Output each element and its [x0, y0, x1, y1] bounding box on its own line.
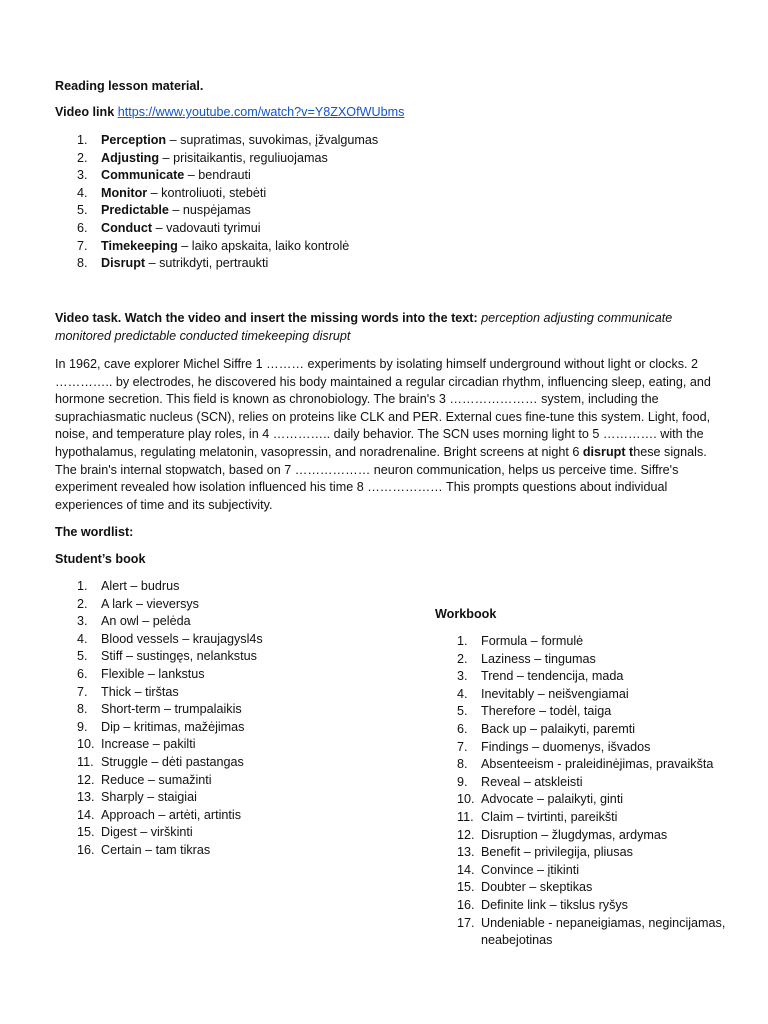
- students-book-item-number: 13.: [77, 790, 95, 805]
- workbook-item: [435, 668, 755, 686]
- students-book-item-text: Approach – artėti, artintis: [101, 807, 242, 822]
- video-link-label: Video link: [55, 105, 118, 119]
- students-book-item-number: 14.: [77, 807, 95, 822]
- workbook-item-number: 7.: [457, 739, 468, 754]
- vocab-item: [55, 167, 475, 185]
- page-title: Reading lesson material.: [55, 79, 204, 93]
- vocab-item-definition: – nuspėjamas: [168, 203, 251, 218]
- vocab-list: [55, 132, 475, 273]
- workbook-item-number: 9.: [457, 774, 468, 789]
- workbook-item: [435, 809, 755, 827]
- students-book-item-number: 10.: [77, 737, 95, 752]
- vocab-item: [55, 202, 475, 220]
- workbook-item-number: 14.: [457, 862, 475, 877]
- workbook-item-text: Reveal – atskleisti: [481, 774, 583, 789]
- vocab-item-term: Timekeeping: [101, 238, 178, 253]
- vocab-item-number: 7.: [77, 238, 88, 253]
- vocab-item-number: 3.: [77, 168, 88, 183]
- workbook-item: [435, 844, 755, 862]
- workbook-list: [435, 633, 755, 950]
- vocab-item-definition: – laiko apskaita, laiko kontrolė: [177, 238, 350, 253]
- workbook-item-number: 3.: [457, 669, 468, 684]
- students-book-item: [55, 578, 385, 596]
- workbook-item: [435, 879, 755, 897]
- vocab-item-term: Predictable: [101, 203, 169, 218]
- workbook-item: [435, 686, 755, 704]
- workbook-item-number: 17.: [457, 915, 475, 930]
- workbook-item-text: Therefore – todėl, taiga: [481, 704, 612, 719]
- vocab-item-number: 2.: [77, 150, 88, 165]
- task-instruction: [55, 310, 735, 345]
- workbook-item-text: Disruption – žlugdymas, ardymas: [481, 827, 668, 842]
- students-book-item-text: Digest – virškinti: [101, 825, 193, 840]
- students-book-item: [55, 824, 385, 842]
- vocab-item-term: Adjusting: [101, 150, 160, 165]
- video-link[interactable]: https://www.youtube.com/watch?v=Y8ZXOfWUbms: [117, 105, 405, 119]
- workbook-item-text: Advocate – palaikyti, ginti: [481, 792, 624, 807]
- vocab-item-number: 1.: [77, 133, 88, 147]
- students-book-item: [55, 789, 385, 807]
- students-book-item-number: 4.: [77, 631, 88, 646]
- video-link-line: [55, 104, 404, 122]
- students-book-item-number: 5.: [77, 649, 88, 664]
- vocab-item: [55, 238, 475, 256]
- students-book-item-text: Thick – tirštas: [101, 684, 179, 699]
- vocab-item-term: Communicate: [101, 168, 185, 183]
- students-book-item: [55, 736, 385, 754]
- cloze-text-part1: In 1962, cave explorer Michel Siffre 1 ……… experiments by isolating himself underground without light or clocks. 2 ………….. by electrodes, he discovered his body maintained a regular circadian rhythm, influencing sleep, eating, and hormone secretion. This field is known as chronobiology. The brain's 3 ………………… system, including the suprachiasmatic nucleus (SCN), relies on proteins like CLK and PER. External cues fine-tune this system. Light, food, noise, and temperature play roles, in 4 ………….. daily behavior. The SCN uses morning light to 5 …………. with the hypothalamus, regulating melatonin, vasopressin, and noradrenaline. Bright screens at night 6: [55, 357, 711, 459]
- students-book-item: [55, 719, 385, 737]
- students-book-item-text: Alert – budrus: [101, 579, 180, 593]
- workbook-item-text: Inevitably – neišvengiamai: [481, 686, 629, 701]
- students-book-item: [55, 596, 385, 614]
- workbook-item-number: 8.: [457, 757, 468, 772]
- task-lead: Video task. Watch the video and insert the missing words into the text:: [55, 311, 482, 325]
- vocab-item: [55, 255, 475, 273]
- workbook-item: [435, 774, 755, 792]
- students-book-item-text: Certain – tam tikras: [101, 842, 211, 857]
- workbook-item: [435, 756, 755, 774]
- students-book-item-text: Flexible – lankstus: [101, 666, 205, 681]
- workbook-item-number: 15.: [457, 880, 475, 895]
- workbook-item-number: 1.: [457, 634, 468, 648]
- students-book-item-number: 7.: [77, 684, 88, 699]
- students-book-item: [55, 701, 385, 719]
- workbook-item: [435, 791, 755, 809]
- workbook-item: [435, 651, 755, 669]
- workbook-item: [435, 739, 755, 757]
- students-book-item-text: Sharply – staigiai: [101, 790, 197, 805]
- vocab-item: [55, 132, 475, 150]
- workbook-item-number: 5.: [457, 704, 468, 719]
- vocab-item: [55, 150, 475, 168]
- students-book-item-number: 9.: [77, 719, 88, 734]
- workbook-item-number: 12.: [457, 827, 475, 842]
- students-book-item-number: 8.: [77, 702, 88, 717]
- vocab-item-definition: – supratimas, suvokimas, įžvalgumas: [166, 133, 379, 147]
- workbook-item-number: 10.: [457, 792, 475, 807]
- workbook-item-text: Convince – įtikinti: [481, 862, 579, 877]
- vocab-item: [55, 220, 475, 238]
- vocab-item-number: 5.: [77, 203, 88, 218]
- task-words-line2: monitored predictable conducted timekeeping disrupt: [55, 328, 351, 343]
- students-book-item: [55, 772, 385, 790]
- workbook-item: [435, 827, 755, 845]
- workbook-item: [435, 915, 755, 950]
- workbook-item-number: 16.: [457, 897, 475, 912]
- workbook-item: [435, 633, 755, 651]
- students-book-item-number: 15.: [77, 825, 95, 840]
- students-book-item: [55, 842, 385, 860]
- cloze-bold-word: disrupt t: [582, 444, 634, 459]
- vocab-item-number: 8.: [77, 256, 88, 271]
- students-book-item-text: Short-term – trumpalaikis: [101, 702, 242, 717]
- students-book-item: [55, 613, 385, 631]
- workbook-item-text: Benefit – privilegija, pliusas: [481, 845, 633, 860]
- students-book-item: [55, 754, 385, 772]
- vocab-item-term: Monitor: [101, 185, 148, 200]
- workbook-item-text: Definite link – tikslus ryšys: [481, 897, 628, 912]
- workbook-item: [435, 703, 755, 721]
- workbook-item-text: Back up – palaikyti, paremti: [481, 721, 635, 736]
- workbook-item-text: Undeniable - nepaneigiamas, negincijamas, neabejotinas: [481, 915, 726, 948]
- students-book-item-text: Stiff – sustingęs, nelankstus: [101, 649, 257, 664]
- students-book-item-text: An owl – pelėda: [101, 614, 191, 629]
- vocab-item-term: Perception: [101, 133, 167, 147]
- students-book-item-number: 16.: [77, 842, 95, 857]
- workbook-heading: Workbook: [435, 607, 497, 621]
- workbook-item-number: 6.: [457, 721, 468, 736]
- students-book-item-number: 3.: [77, 614, 88, 629]
- students-book-item-text: Blood vessels – kraujagysl4s: [101, 631, 263, 646]
- cloze-paragraph: [55, 356, 727, 514]
- students-book-item-text: A lark – vieversys: [101, 596, 199, 611]
- cloze-text-part2: hese signals. The brain's internal stopwatch, based on 7 ……………… neuron communication, helps us perceive time. Siffre's experiment revealed how isolation influenced his time 8 ……………… This prompts questions about individual experiences of time and its subjectivity.: [55, 444, 707, 512]
- workbook-item-text: Claim – tvirtinti, pareikšti: [481, 809, 618, 824]
- workbook-item-number: 13.: [457, 845, 475, 860]
- students-book-item-text: Reduce – sumažinti: [101, 772, 212, 787]
- workbook-item: [435, 862, 755, 880]
- students-book-heading: Student’s book: [55, 552, 146, 566]
- students-book-item-text: Increase – pakilti: [101, 737, 196, 752]
- workbook-item: [435, 721, 755, 739]
- students-book-item-text: Dip – kritimas, mažėjimas: [101, 719, 245, 734]
- workbook-item-text: Formula – formulė: [481, 634, 584, 648]
- vocab-item-term: Conduct: [101, 220, 153, 235]
- task-words-line1: perception adjusting communicate: [481, 311, 673, 325]
- workbook-item-number: 2.: [457, 651, 468, 666]
- students-book-item: [55, 684, 385, 702]
- students-book-item-number: 6.: [77, 666, 88, 681]
- students-book-item-number: 11.: [77, 754, 94, 769]
- workbook-item-text: Findings – duomenys, išvados: [481, 739, 651, 754]
- vocab-item-term: Disrupt: [101, 256, 146, 271]
- students-book-item-number: 2.: [77, 596, 88, 611]
- wordlist-heading: The wordlist:: [55, 525, 134, 539]
- students-book-item: [55, 631, 385, 649]
- vocab-item-number: 6.: [77, 220, 88, 235]
- vocab-item-definition: – kontroliuoti, stebėti: [147, 185, 267, 200]
- students-book-item-text: Struggle – dėti pastangas: [101, 754, 244, 769]
- workbook-item-text: Trend – tendencija, mada: [481, 669, 624, 684]
- workbook-item-text: Absenteeism - praleidinėjimas, pravaikšta: [481, 757, 714, 772]
- vocab-item-definition: – prisitaikantis, reguliuojamas: [159, 150, 328, 165]
- vocab-item-definition: – bendrauti: [184, 168, 251, 183]
- vocab-item-definition: – sutrikdyti, pertraukti: [145, 256, 269, 271]
- students-book-list: [55, 578, 385, 860]
- students-book-item: [55, 666, 385, 684]
- students-book-item: [55, 807, 385, 825]
- vocab-item-definition: – vadovauti tyrimui: [152, 220, 261, 235]
- workbook-item-number: 11.: [457, 809, 474, 824]
- workbook-item: [435, 897, 755, 915]
- workbook-item-text: Doubter – skeptikas: [481, 880, 593, 895]
- vocab-item-number: 4.: [77, 185, 88, 200]
- students-book-item: [55, 648, 385, 666]
- students-book-item-number: 1.: [77, 579, 88, 593]
- students-book-item-number: 12.: [77, 772, 95, 787]
- workbook-item-number: 4.: [457, 686, 468, 701]
- workbook-item-text: Laziness – tingumas: [481, 651, 596, 666]
- vocab-item: [55, 185, 475, 203]
